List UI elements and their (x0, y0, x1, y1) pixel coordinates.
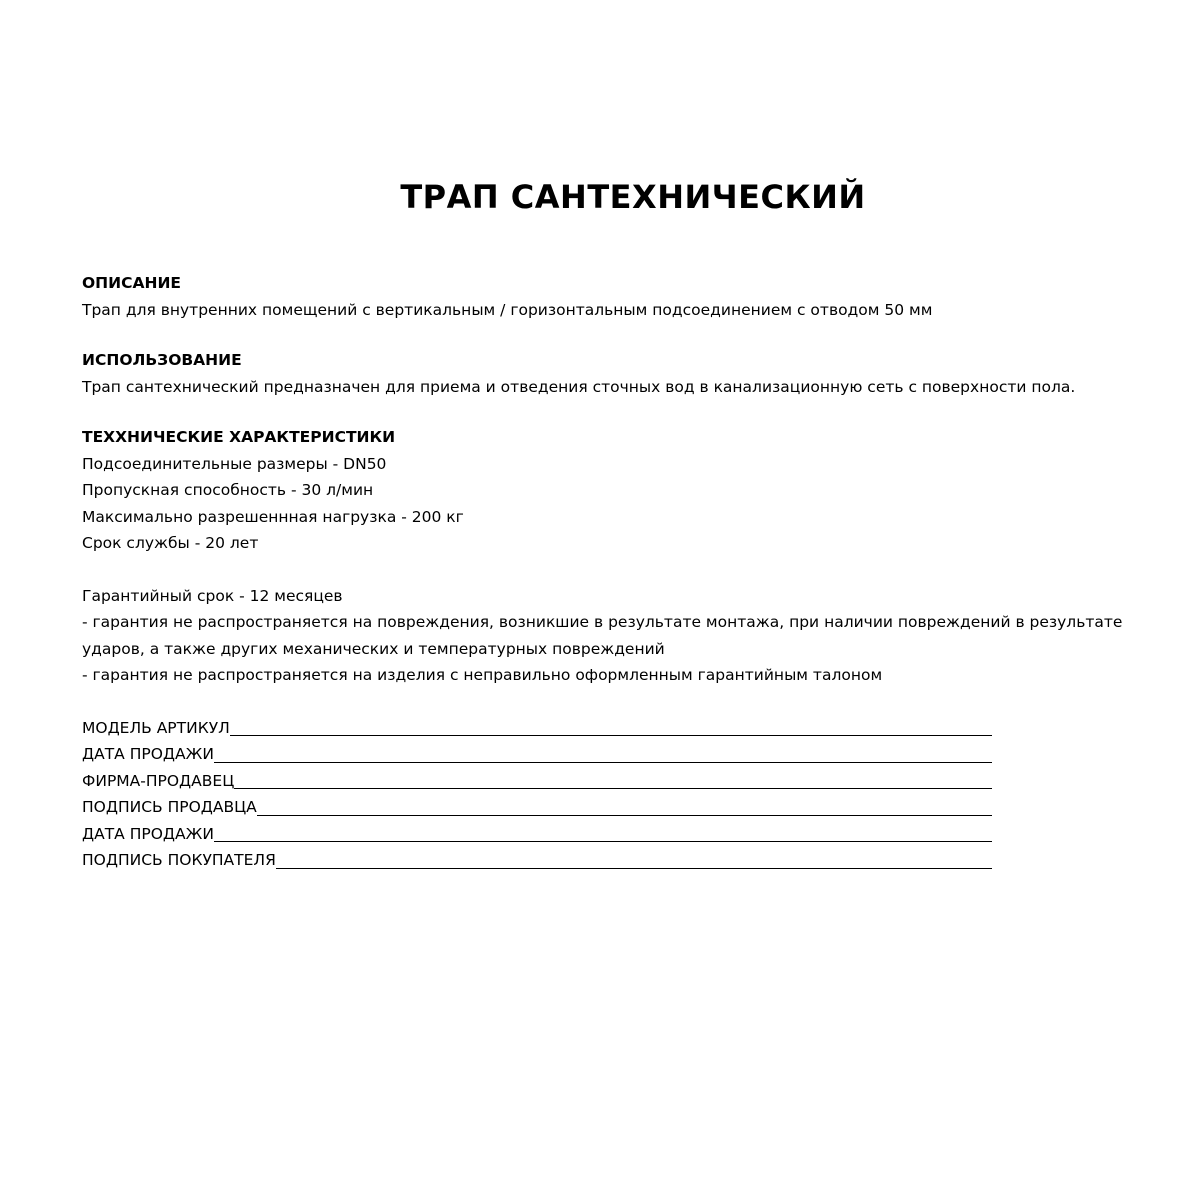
form-label-seller-company: ФИРМА-ПРОДАВЕЦ (82, 771, 235, 790)
form-label-buyer-signature: ПОДПИСЬ ПОКУПАТЕЛЯ (82, 851, 276, 869)
form-blank-seller-signature (257, 796, 992, 816)
form-row-model (82, 715, 992, 742)
warranty-note-installation: - гарантия не распространяется на повреждения, возникшие в результате монтажа, при наличии повреждений в результате ударов, а также других механических и температурных повреждений (82, 613, 1123, 658)
description-text: Трап для внутренних помещений с вертикальным / горизонтальным подсоединением с отводом 50 мм (82, 300, 933, 319)
form-blank-sale-date-2 (214, 822, 992, 842)
form-row-sale-date-2 (82, 821, 992, 848)
spec-item-max-load: Максимально разрешеннная нагрузка - 200 кг (82, 507, 464, 526)
document-body (82, 270, 1162, 874)
document-title: ТРАП САНТЕХНИЧЕСКИЙ (400, 178, 866, 216)
form-label-seller-signature: ПОДПИСЬ ПРОДАВЦА (82, 798, 257, 816)
form-blank-model (230, 716, 992, 736)
spec-item-service-life: Срок службы - 20 лет (82, 534, 259, 552)
warranty-form (82, 715, 1162, 874)
spacer (82, 323, 1162, 347)
usage-text: Трап сантехнический предназначен для приема и отведения сточных вод в канализационную сеть с поверхности пола. (82, 377, 1076, 396)
spacer (82, 689, 1162, 715)
warranty-period: Гарантийный срок - 12 месяцев (82, 586, 343, 605)
form-row-buyer-signature (82, 847, 992, 874)
spacer (82, 400, 1162, 424)
spacer (82, 557, 1162, 583)
warranty-note-coupon: - гарантия не распространяется на изделия с неправильно оформленным гарантийным талоном (82, 666, 883, 684)
specs-heading: ТЕХХНИЧЕСКИЕ ХАРАКТЕРИСТИКИ (82, 428, 396, 446)
form-label-model: МОДЕЛЬ АРТИКУЛ (82, 718, 230, 737)
form-label-sale-date-2: ДАТА ПРОДАЖИ (82, 824, 214, 843)
form-row-seller-company (82, 768, 992, 795)
description-heading: ОПИСАНИЕ (82, 274, 182, 292)
form-label-sale-date: ДАТА ПРОДАЖИ (82, 745, 214, 763)
form-blank-buyer-signature (276, 849, 992, 869)
form-row-seller-signature (82, 794, 992, 821)
form-blank-sale-date (214, 743, 992, 763)
usage-heading: ИСПОЛЬЗОВАНИЕ (82, 351, 242, 369)
form-blank-seller-company (234, 769, 992, 789)
spec-item-throughput: Пропускная способность - 30 л/мин (82, 481, 374, 499)
spec-item-connection: Подсоединительные размеры - DN50 (82, 454, 387, 473)
form-row-sale-date (82, 741, 992, 768)
